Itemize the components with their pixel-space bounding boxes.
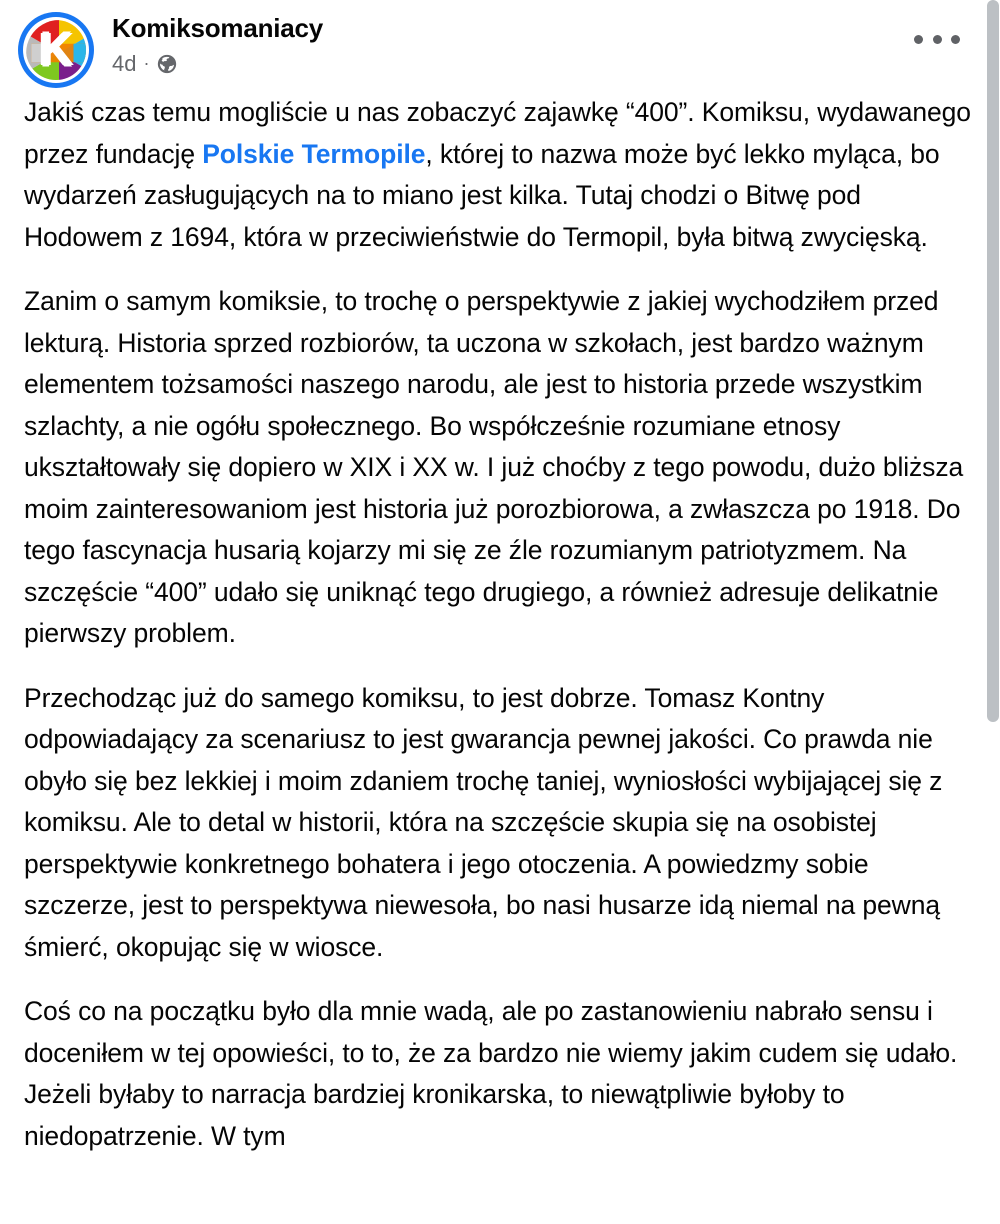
post-body <box>0 92 1000 1157</box>
polskie-termopile-link[interactable]: Polskie Termopile <box>202 138 426 169</box>
avatar[interactable] <box>18 12 94 88</box>
ellipsis-dot <box>951 35 960 44</box>
post-header <box>0 0 1000 92</box>
meta-separator: · <box>143 52 150 73</box>
post-meta <box>112 51 323 77</box>
post-paragraph-2: Zanim o samym komiksie, to trochę o perspektywie z jakiej wychodziłem przed lekturą. Historia sprzed rozbiorów, ta uczona w szkołach, jest bardzo ważnym elementem tożsamości naszego narodu, ale jest to historia przede wszystkim szlachty, a nie ogółu społecznego. Bo współcześnie rozumiane etnosy ukształtowały się dopiero w XIX i XX w. I już choćby z tego powodu, dużo bliższa moim zainteresowaniom jest historia już porozbiorowa, a zwłaszcza po 1918. Do tego fascynacja husarią kojarzy mi się ze źle rozumianym patriotyzmem. Na szczęście “400” udało się uniknąć tego drugiego, a również adresuje delikatnie pierwszy problem. <box>24 286 964 648</box>
ellipsis-icon[interactable] <box>914 26 960 52</box>
page-name[interactable]: Komiksomaniacy <box>112 13 324 43</box>
scrollbar[interactable] <box>986 0 1000 1224</box>
post-header-text <box>112 8 323 77</box>
paragraph-1-text-after-link: , której to nazwa może być lekko myląca, bo wydarzeń zasługujących na to miano jest kilka. Tutaj chodzi o Bitwę pod Hodowem z 1694, która w przeciwieństwie do Termopil, była bitwą zwycięską. <box>24 138 940 252</box>
post-paragraph-1 <box>24 92 978 258</box>
paragraph-1-text-before-link: Jakiś czas temu mogliście u nas zobaczyć zajawkę “400”. Komiksu, wydawanego przez fundację <box>24 97 971 169</box>
scrollbar-thumb[interactable] <box>987 0 999 722</box>
avatar-inner <box>23 17 89 83</box>
post-paragraph-3: Przechodząc już do samego komiksu, to jest dobrze. Tomasz Kontny odpowiadający za scenariusz to jest gwarancja pewnej jakości. Co prawda nie obyło się bez lekkiej i moim zdaniem trochę taniej, wyniosłości wybijającej się z komiksu. Ale to detal w historii, która na szczęście skupia się na osobistej perspektywie konkretnego bohatera i jego otoczenia. A powiedzmy sobie szczerze, jest to perspektywa niewesoła, bo nasi husarze idą niemal na pewną śmierć, okopując się w wiosce. <box>24 682 943 962</box>
avatar-letter: K <box>39 23 73 75</box>
ellipsis-dot <box>914 35 923 44</box>
ellipsis-dot <box>933 35 942 44</box>
globe-icon[interactable] <box>156 53 178 75</box>
post-timestamp[interactable]: 4d <box>112 50 137 76</box>
post-paragraph-4: Coś co na początku było dla mnie wadą, ale po zastanowieniu nabrało sensu i doceniłem w tej opowieści, to to, że za bardzo nie wiemy jakim cudem się udało. Jeżeli byłaby to narracja bardziej kronikarska, to niewątpliwie byłoby to niedopatrzenie. W tym <box>24 996 958 1151</box>
